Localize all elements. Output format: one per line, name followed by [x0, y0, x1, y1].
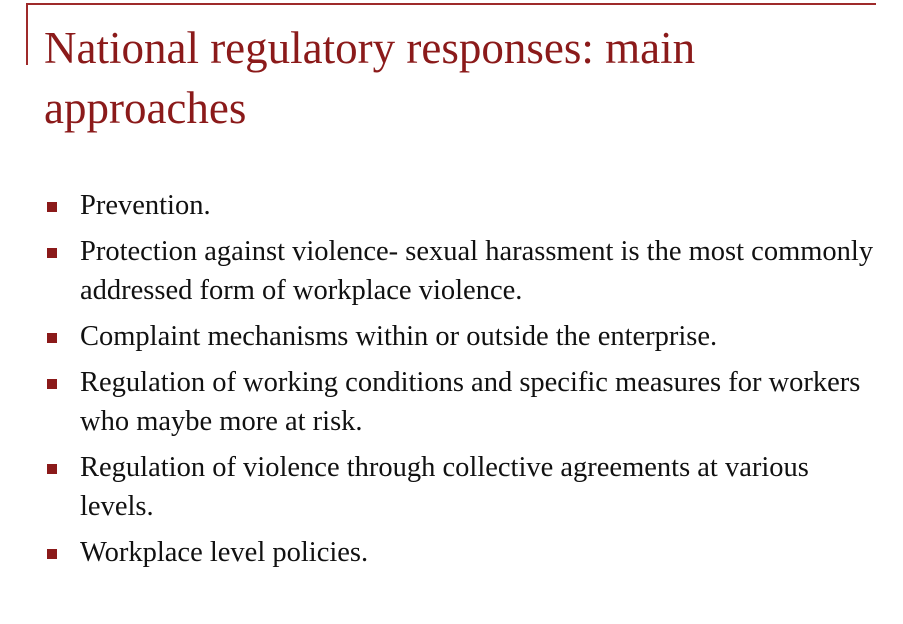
bullet-text: Protection against violence- sexual harassment is the most commonly addressed form of workplace violence. [80, 236, 874, 306]
bullet-text: Complaint mechanisms within or outside the enterprise. [80, 321, 718, 352]
bullet-text: Prevention. [80, 190, 211, 221]
bullet-text: Workplace level policies. [80, 537, 369, 568]
square-bullet-icon [47, 248, 57, 258]
bullet-item [44, 232, 874, 310]
square-bullet-icon [47, 464, 57, 474]
square-bullet-icon [47, 549, 57, 559]
bullet-item [44, 533, 874, 572]
title-left-rule [26, 3, 28, 65]
bullet-item [44, 317, 874, 356]
title-top-rule [26, 3, 876, 5]
square-bullet-icon [47, 202, 57, 212]
slide-title: National regulatory responses: main approaches [44, 23, 696, 133]
bullet-text: Regulation of violence through collective agreements at various levels. [80, 452, 809, 522]
bullet-item [44, 363, 874, 441]
bullet-list [44, 186, 874, 579]
bullet-item [44, 448, 874, 526]
square-bullet-icon [47, 333, 57, 343]
bullet-item [44, 186, 874, 225]
bullet-text: Regulation of working conditions and specific measures for workers who maybe more at risk. [80, 367, 861, 437]
square-bullet-icon [47, 379, 57, 389]
